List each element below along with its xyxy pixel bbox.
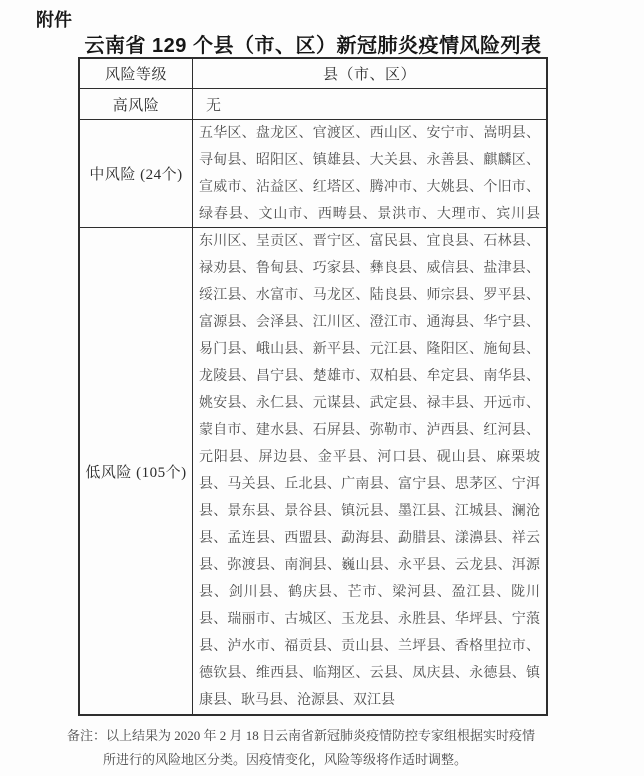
column-header-risk-level: 风险等级: [80, 59, 193, 88]
table-row-low-risk: [80, 227, 546, 714]
footnote-line-1: 备注：以上结果为 2020 年 2 月 18 日云南省新冠肺炎疫情防控专家组根据实时疫情: [67, 728, 536, 743]
footnote: [67, 724, 575, 771]
table-row-high-risk: [80, 88, 546, 119]
high-risk-level-label: 高风险: [80, 89, 193, 119]
high-risk-counties-cell: [193, 89, 546, 119]
low-risk-counties-value: 东川区、呈贡区、晋宁区、富民县、宜良县、石林县、禄劝县、鲁甸县、巧家县、彝良县、威信县、盐津县、绥江县、水富市、马龙区、陆良县、师宗县、罗平县、富源县、会泽县、江川区、澄江市、通海县、华宁县、易门县、峨山县、新平县、元江县、隆阳区、施甸县、龙陵县、昌宁县、楚雄市、双柏县、牟定县、南华县、姚安县、永仁县、元谋县、武定县、禄丰县、开远市、蒙自市、建水县、石屏县、弥勒市、泸西县、红河县、元阳县、屏边县、金平县、河口县、砚山县、麻栗坡县、马关县、丘北县、广南县、富宁县、思茅区、宁洱县、景东县、景谷县、镇沅县、墨江县、江城县、澜沧县、孟连县、西盟县、勐海县、勐腊县、漾濞县、祥云县、弥渡县、南涧县、巍山县、永平县、云龙县、洱源县、剑川县、鹤庆县、芒市、梁河县、盈江县、陇川县、瑞丽市、古城区、玉龙县、永胜县、华坪县、宁蒗县、泸水市、福贡县、贡山县、兰坪县、香格里拉市、德钦县、维西县、临翔区、云县、凤庆县、永德县、镇康县、耿马县、沧源县、双江县: [199, 234, 540, 708]
low-risk-level-label: 低风险 (105个): [80, 228, 193, 714]
low-risk-counties-cell: [193, 228, 546, 714]
high-risk-counties-value: 无: [206, 97, 222, 114]
medium-risk-counties-value: 五华区、盘龙区、官渡区、西山区、安宁市、嵩明县、寻甸县、昭阳区、镇雄县、大关县、永善县、麒麟区、宣威市、沾益区、红塔区、腾冲市、大姚县、个旧市、绿春县、文山市、西畴县、景洪市、大理市、宾川县: [199, 125, 540, 222]
table-header-row: [80, 59, 546, 88]
risk-table: [78, 57, 548, 716]
table-row-medium-risk: [80, 119, 546, 227]
attachment-label: 附件: [36, 10, 72, 30]
page-title: 云南省 129 个县（市、区）新冠肺炎疫情风险列表: [84, 35, 542, 57]
medium-risk-level-label: 中风险 (24个): [80, 120, 193, 227]
column-header-county: 县（市、区）: [322, 67, 416, 83]
medium-risk-counties-cell: [193, 120, 546, 227]
footnote-line-2: 所进行的风险地区分类。因疫情变化，风险等级将作适时调整。: [103, 752, 468, 767]
